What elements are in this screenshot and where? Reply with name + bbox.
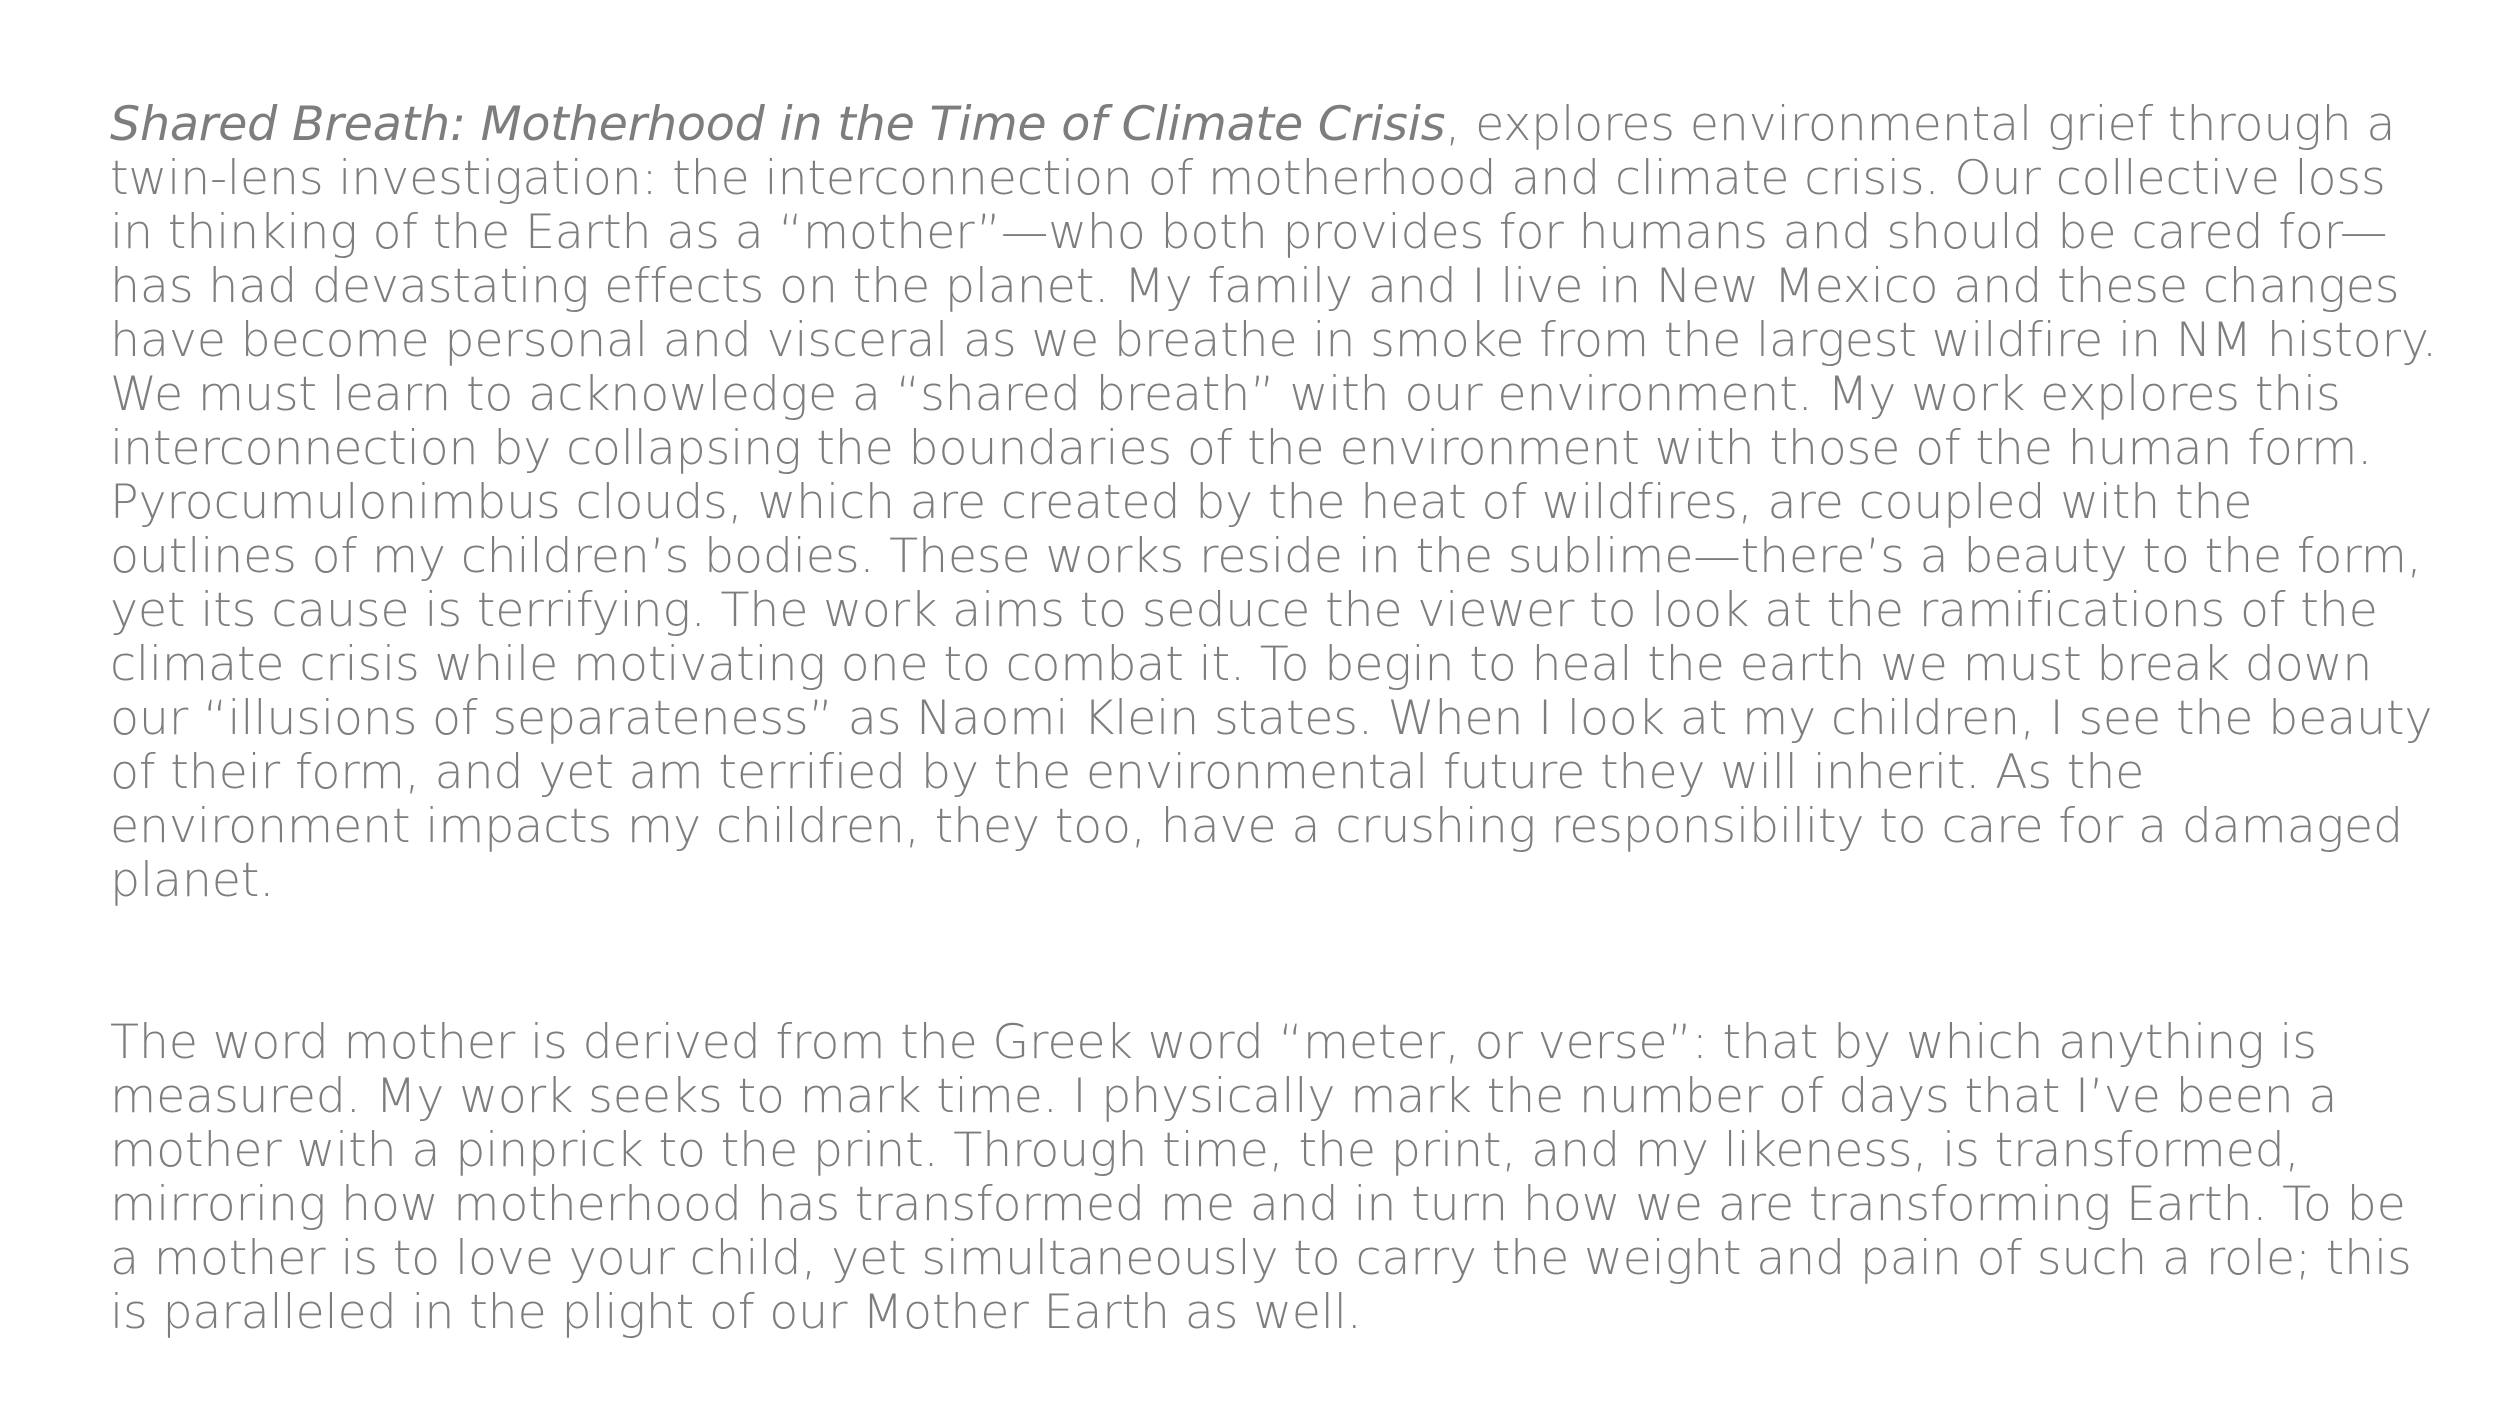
work-title: Shared Breath: Motherhood in the Time of Climate Crisis: [110, 97, 1446, 152]
statement-paragraph-1: [110, 98, 2440, 908]
artist-statement: [110, 98, 2440, 1340]
statement-paragraph-2: The word mother is derived from the Greek word “meter, or verse”: that by which anything is measured. My work seeks to mark time. I physically mark the number of days that I’ve been a mother with a pinprick to the print. Through time, the print, and my likeness, is transformed, mirroring how motherhood has transformed me and in turn how we are transforming Earth. To be a mother is to love your child, yet simultaneously to carry the weight and pain of such a role; this is paralleled in the plight of our Mother Earth as well.: [110, 1015, 2412, 1340]
paragraph-1-body: , explores environmental grief through a twin-lens investigation: the interconnection of motherhood and climate crisis. Our collective loss in thinking of the Earth as a “mother”—who both provides for humans and should be cared for—has had devastating effects on the planet. My family and I live in New Mexico and these changes have become personal and visceral as we breathe in smoke from the largest wildfire in NM history. We must learn to acknowledge a “shared breath” with our environment. My work explores this interconnection by collapsing the boundaries of the environment with those of the human form. Pyrocumulonimbus clouds, which are created by the heat of wildfires, are coupled with the outlines of my children’s bodies. These works reside in the sublime—there’s a beauty to the form, yet its cause is terrifying. The work aims to seduce the viewer to look at the ramifications of the climate crisis while motivating one to combat it. To begin to heal the earth we must break down our “illusions of separateness” as Naomi Klein states. When I look at my children, I see the beauty of their form, and yet am terrified by the environmental future they will inherit. As the environment impacts my children, they too, have a crushing responsibility to care for a damaged planet.: [110, 97, 2437, 908]
